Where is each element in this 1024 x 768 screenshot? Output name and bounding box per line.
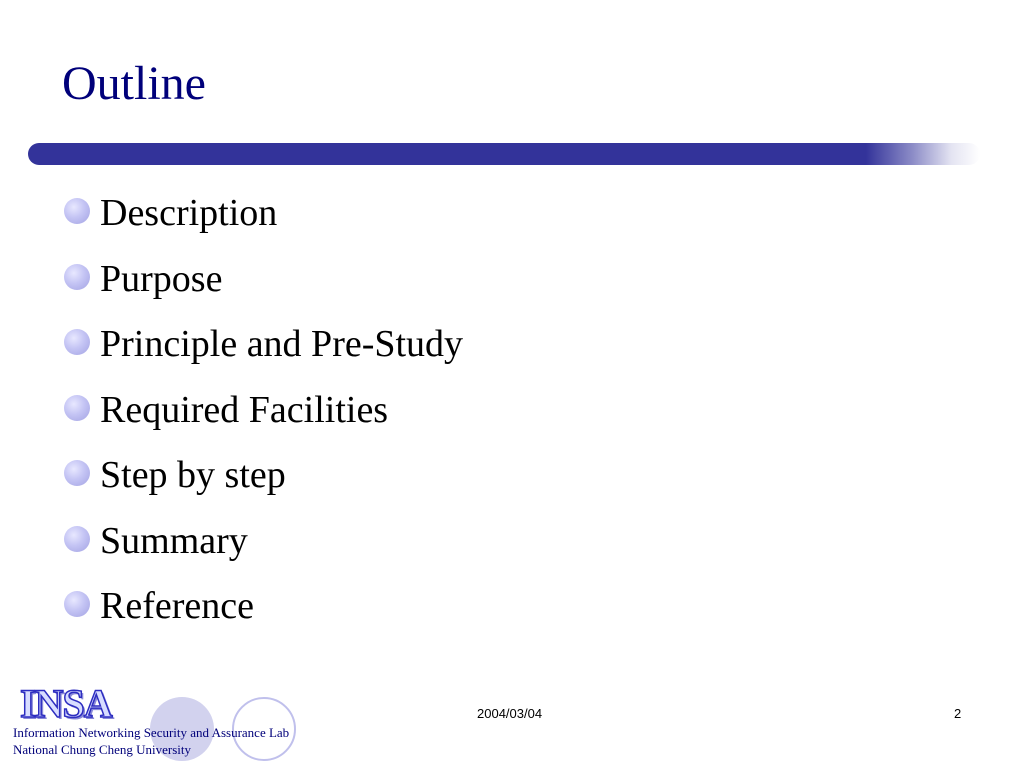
bullet-text-reference: Reference xyxy=(100,585,254,627)
bullet-circle-icon xyxy=(64,264,90,290)
list-item xyxy=(64,518,463,584)
bullet-circle-icon xyxy=(64,460,90,486)
bullet-text-description: Description xyxy=(100,192,278,234)
footer-lab-name: Information Networking Security and Assurance Lab xyxy=(13,725,290,740)
bullet-text-summary: Summary xyxy=(100,519,248,562)
bullet-text-purpose: Purpose xyxy=(100,257,223,300)
bullet-circle-icon xyxy=(64,591,90,617)
bullet-circle-icon xyxy=(64,526,90,552)
list-item xyxy=(64,190,463,256)
bullet-circle-icon xyxy=(64,395,90,421)
bullet-circle-icon xyxy=(64,329,90,355)
footer-university: National Chung Cheng University xyxy=(13,742,192,757)
list-item xyxy=(64,321,463,387)
insa-logo: INSA xyxy=(20,681,112,726)
footer-page-number: 2 xyxy=(954,706,962,721)
bullet-text-principle: Principle and Pre-Study xyxy=(100,323,464,365)
outline-bullet-list xyxy=(64,190,463,649)
bullet-circle-icon xyxy=(64,198,90,224)
slide-title: Outline xyxy=(62,57,206,110)
list-item xyxy=(64,387,463,453)
list-item xyxy=(64,452,463,518)
bullet-text-step-by-step: Step by step xyxy=(100,454,286,496)
bullet-text-facilities: Required Facilities xyxy=(100,388,389,431)
title-underline-bar xyxy=(28,143,980,165)
list-item xyxy=(64,256,463,322)
footer-date: 2004/03/04 xyxy=(477,706,543,721)
list-item xyxy=(64,583,463,649)
